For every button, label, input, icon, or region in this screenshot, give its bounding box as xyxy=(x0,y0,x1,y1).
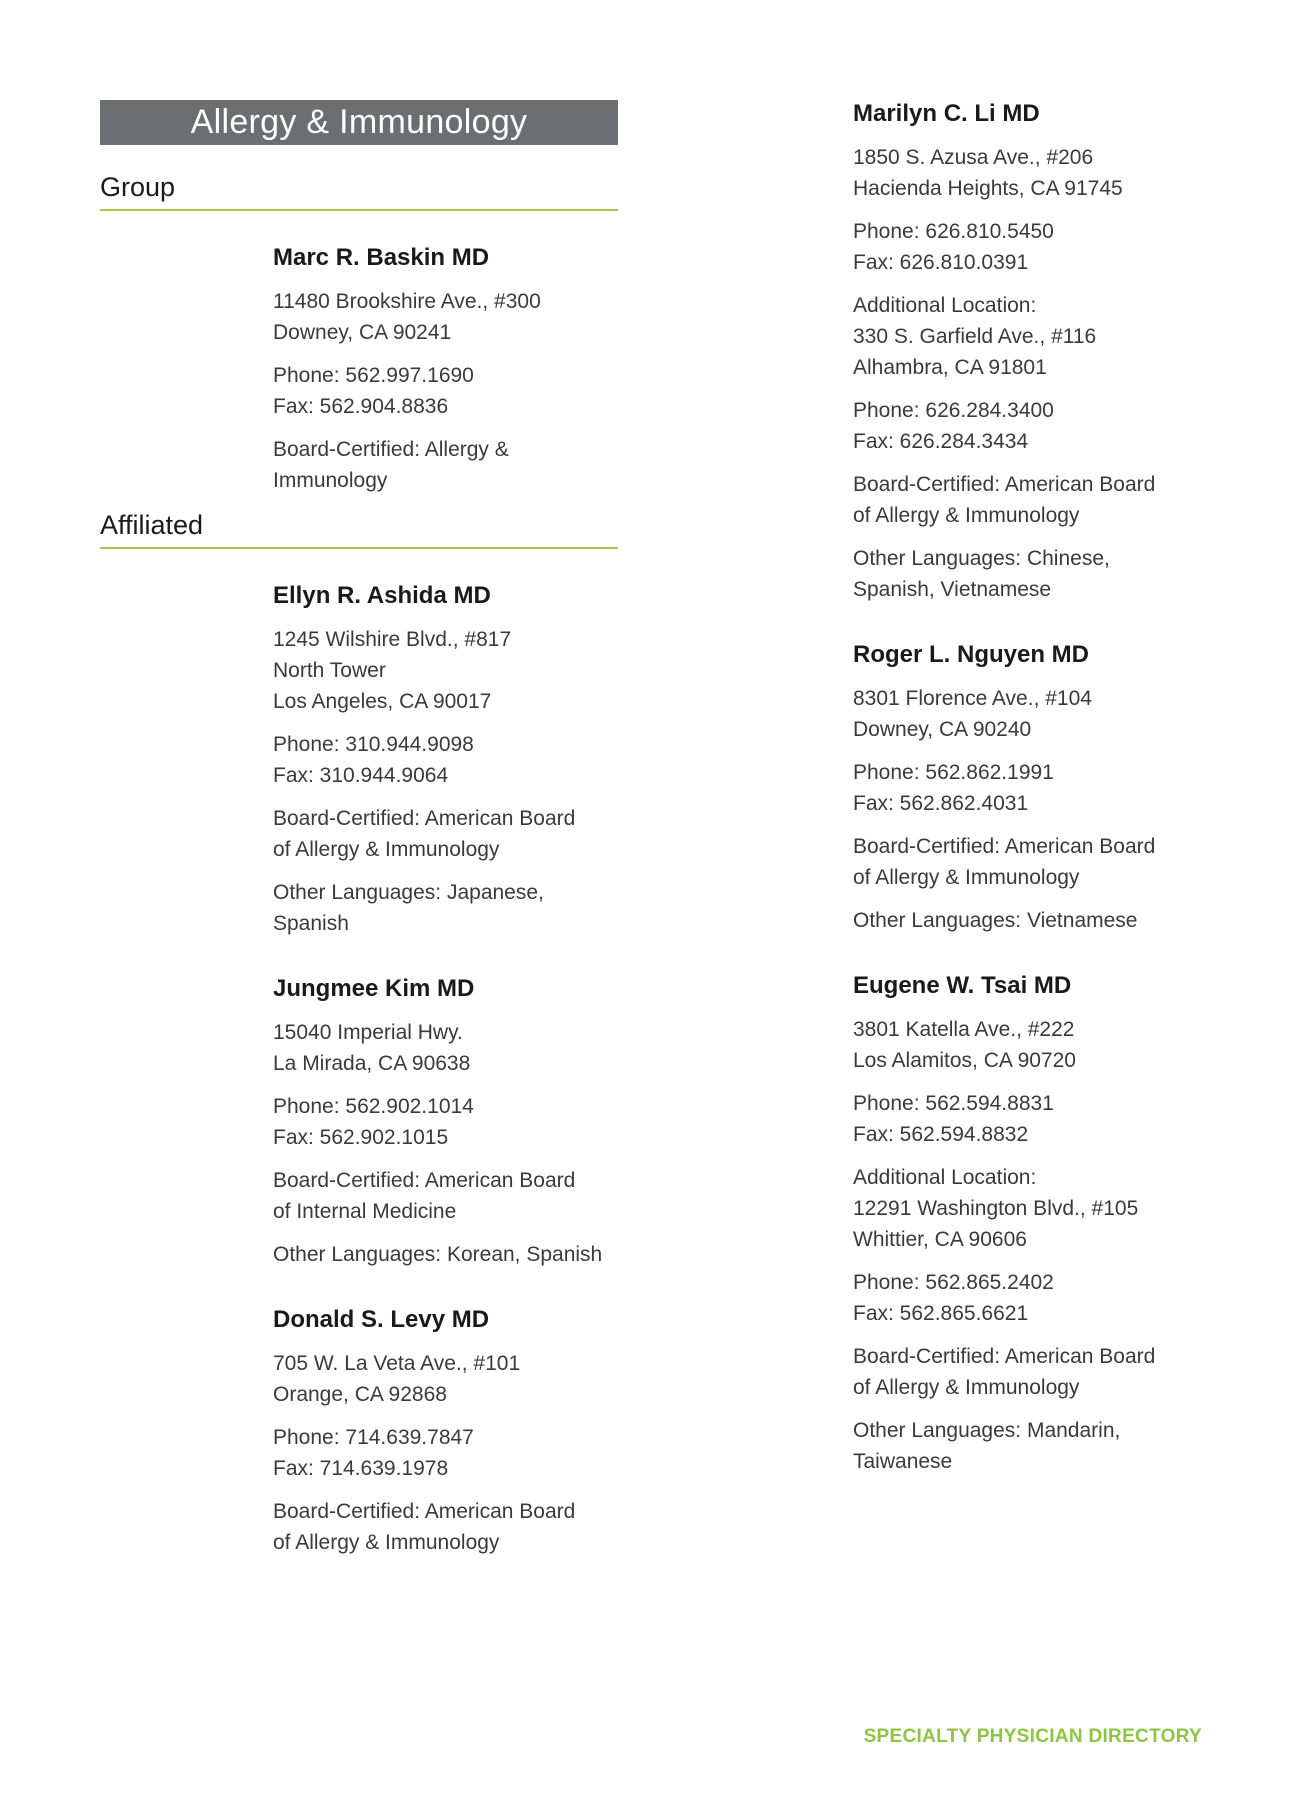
doctor-languages-line: Spanish, Vietnamese xyxy=(853,578,1052,601)
doctor-contact-line: Fax: 562.862.4031 xyxy=(853,792,1029,815)
doctor-languages xyxy=(853,905,1253,936)
doctor-contact-line: Fax: 562.594.8832 xyxy=(853,1123,1029,1146)
doctor-contact2-line: Phone: 562.865.2402 xyxy=(853,1271,1054,1294)
doctor-contact2 xyxy=(853,395,1253,457)
doctor-additional-line: Alhambra, CA 91801 xyxy=(853,356,1047,379)
doctor-contact2-line: Fax: 626.284.3434 xyxy=(853,430,1029,453)
doctor-additional-line: Additional Location: xyxy=(853,294,1037,317)
doctor-address-line: Los Angeles, CA 90017 xyxy=(273,690,492,713)
doctor-contact-line: Fax: 626.810.0391 xyxy=(853,251,1029,274)
doctor-contact xyxy=(273,1091,673,1153)
doctor-contact xyxy=(853,216,1253,278)
doctor-certified xyxy=(853,831,1253,893)
doctor-name: Roger L. Nguyen MD xyxy=(853,641,1090,668)
doctor-contact-line: Fax: 562.902.1015 xyxy=(273,1126,449,1149)
doctor-entry xyxy=(273,582,673,939)
doctor-address-line: Orange, CA 92868 xyxy=(273,1383,447,1406)
doctor-address-line: Hacienda Heights, CA 91745 xyxy=(853,177,1123,200)
doctor-certified-line: Board-Certified: American Board xyxy=(273,807,576,830)
doctor-name: Eugene W. Tsai MD xyxy=(853,972,1072,999)
doctor-certified-line: of Allergy & Immunology xyxy=(853,866,1080,889)
doctor-address-line: 1850 S. Azusa Ave., #206 xyxy=(853,146,1094,169)
doctor-address-line: Los Alamitos, CA 90720 xyxy=(853,1049,1076,1072)
doctor-certified xyxy=(273,1496,673,1558)
doctor-languages xyxy=(273,877,673,939)
doctor-contact-line: Fax: 562.904.8836 xyxy=(273,395,449,418)
doctor-contact xyxy=(273,1422,673,1484)
doctor-contact-line: Phone: 626.810.5450 xyxy=(853,220,1054,243)
doctor-address-line: Downey, CA 90241 xyxy=(273,321,452,344)
doctor-entry xyxy=(273,1306,673,1558)
doctor-certified-line: of Internal Medicine xyxy=(273,1200,457,1223)
doctor-certified-line: Board-Certified: American Board xyxy=(273,1169,576,1192)
doctor-certified xyxy=(273,1165,673,1227)
directory-footer: SPECIALTY PHYSICIAN DIRECTORY xyxy=(863,1726,1202,1747)
affiliated-doctor-list xyxy=(273,582,673,1594)
doctor-contact-line: Phone: 562.902.1014 xyxy=(273,1095,474,1118)
doctor-languages-line: Other Languages: Vietnamese xyxy=(853,909,1138,932)
doctor-certified xyxy=(853,469,1253,531)
doctor-entry xyxy=(853,972,1253,1477)
doctor-contact2 xyxy=(853,1267,1253,1329)
doctor-name: Ellyn R. Ashida MD xyxy=(273,582,491,609)
doctor-certified-line: Board-Certified: Allergy & xyxy=(273,438,509,461)
doctor-languages-line: Other Languages: Korean, Spanish xyxy=(273,1243,603,1266)
doctor-address xyxy=(853,683,1253,745)
doctor-certified-line: Board-Certified: American Board xyxy=(853,473,1156,496)
doctor-address-line: 1245 Wilshire Blvd., #817 xyxy=(273,628,512,651)
doctor-name: Marc R. Baskin MD xyxy=(273,244,490,271)
doctor-address-line: 15040 Imperial Hwy. xyxy=(273,1021,463,1044)
right-column-doctor-list xyxy=(853,100,1253,1513)
doctor-additional-line: Whittier, CA 90606 xyxy=(853,1228,1027,1251)
doctor-certified-line: Board-Certified: American Board xyxy=(853,1345,1156,1368)
doctor-languages-line: Other Languages: Mandarin, xyxy=(853,1419,1121,1442)
doctor-address-line: 11480 Brookshire Ave., #300 xyxy=(273,290,541,313)
doctor-contact2-line: Fax: 562.865.6621 xyxy=(853,1302,1029,1325)
section-heading-affiliated: Affiliated xyxy=(100,510,618,549)
doctor-address-line: La Mirada, CA 90638 xyxy=(273,1052,471,1075)
doctor-certified xyxy=(853,1341,1253,1403)
doctor-name: Jungmee Kim MD xyxy=(273,975,475,1002)
doctor-contact-line: Fax: 310.944.9064 xyxy=(273,764,449,787)
doctor-contact xyxy=(273,729,673,791)
doctor-certified xyxy=(273,803,673,865)
doctor-contact-line: Phone: 562.594.8831 xyxy=(853,1092,1054,1115)
doctor-certified-line: of Allergy & Immunology xyxy=(853,504,1080,527)
doctor-contact-line: Phone: 562.862.1991 xyxy=(853,761,1054,784)
page-title: Allergy & Immunology xyxy=(100,100,618,145)
doctor-address-line: North Tower xyxy=(273,659,386,682)
doctor-contact xyxy=(853,757,1253,819)
doctor-entry xyxy=(853,100,1253,605)
doctor-address-line: Downey, CA 90240 xyxy=(853,718,1032,741)
doctor-address xyxy=(853,142,1253,204)
doctor-address-line: 705 W. La Veta Ave., #101 xyxy=(273,1352,521,1375)
doctor-additional xyxy=(853,290,1253,383)
doctor-certified-line: of Allergy & Immunology xyxy=(273,1531,500,1554)
doctor-entry xyxy=(273,975,673,1270)
doctor-additional-line: 12291 Washington Blvd., #105 xyxy=(853,1197,1139,1220)
doctor-contact-line: Phone: 562.997.1690 xyxy=(273,364,474,387)
doctor-certified-line: Immunology xyxy=(273,469,388,492)
doctor-additional xyxy=(853,1162,1253,1255)
doctor-contact-line: Phone: 714.639.7847 xyxy=(273,1426,474,1449)
doctor-address-line: 3801 Katella Ave., #222 xyxy=(853,1018,1075,1041)
doctor-address xyxy=(273,286,673,348)
doctor-name: Marilyn C. Li MD xyxy=(853,100,1040,127)
doctor-certified-line: Board-Certified: American Board xyxy=(853,835,1156,858)
doctor-contact xyxy=(273,360,673,422)
doctor-certified xyxy=(273,434,673,496)
doctor-address xyxy=(273,1348,673,1410)
doctor-address xyxy=(853,1014,1253,1076)
doctor-languages xyxy=(853,543,1253,605)
doctor-contact xyxy=(853,1088,1253,1150)
doctor-languages xyxy=(853,1415,1253,1477)
doctor-languages-line: Spanish xyxy=(273,912,349,935)
doctor-languages-line: Other Languages: Japanese, xyxy=(273,881,544,904)
doctor-additional-line: Additional Location: xyxy=(853,1166,1037,1189)
doctor-languages-line: Taiwanese xyxy=(853,1450,953,1473)
doctor-certified-line: of Allergy & Immunology xyxy=(853,1376,1080,1399)
doctor-entry xyxy=(853,641,1253,936)
doctor-additional-line: 330 S. Garfield Ave., #116 xyxy=(853,325,1097,348)
doctor-certified-line: of Allergy & Immunology xyxy=(273,838,500,861)
doctor-languages-line: Other Languages: Chinese, xyxy=(853,547,1110,570)
doctor-contact-line: Fax: 714.639.1978 xyxy=(273,1457,449,1480)
group-doctor-list xyxy=(273,244,673,532)
doctor-contact-line: Phone: 310.944.9098 xyxy=(273,733,474,756)
doctor-contact2-line: Phone: 626.284.3400 xyxy=(853,399,1054,422)
doctor-entry xyxy=(273,244,673,496)
section-heading-group: Group xyxy=(100,172,618,211)
doctor-address xyxy=(273,1017,673,1079)
doctor-languages xyxy=(273,1239,673,1270)
doctor-address-line: 8301 Florence Ave., #104 xyxy=(853,687,1092,710)
doctor-certified-line: Board-Certified: American Board xyxy=(273,1500,576,1523)
doctor-address xyxy=(273,624,673,717)
doctor-name: Donald S. Levy MD xyxy=(273,1306,490,1333)
